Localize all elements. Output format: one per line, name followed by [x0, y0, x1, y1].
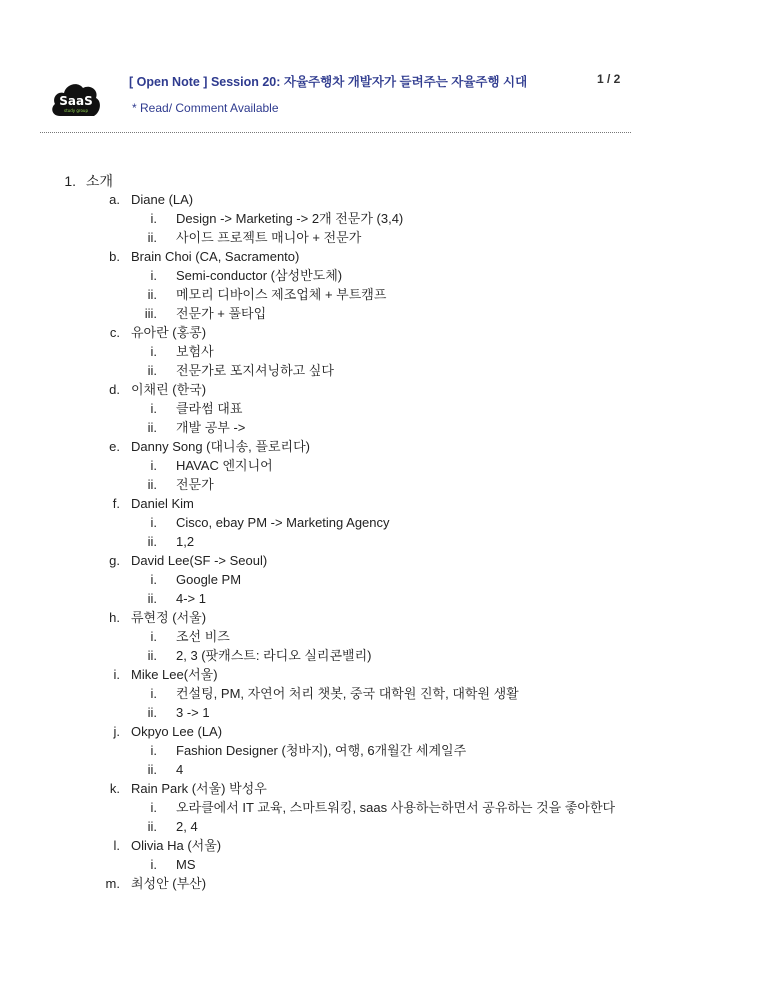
detail-item	[0, 590, 773, 608]
detail-item	[0, 685, 773, 703]
list-text: Google PM	[176, 572, 242, 587]
list-marker: i.	[150, 268, 157, 283]
list-marker: i.	[150, 401, 157, 416]
list-marker: i.	[150, 857, 157, 872]
person-item	[0, 723, 773, 741]
person-item	[0, 381, 773, 399]
list-text: Okpyo Lee (LA)	[131, 724, 223, 739]
list-text: 소개	[86, 173, 114, 189]
list-marker: ii.	[147, 591, 157, 606]
list-text: Daniel Kim	[131, 496, 194, 511]
detail-item	[0, 229, 773, 247]
person-item	[0, 495, 773, 513]
person-item	[0, 837, 773, 855]
detail-item	[0, 210, 773, 228]
detail-item	[0, 305, 773, 323]
logo-tagline: study group	[64, 108, 88, 113]
detail-item	[0, 856, 773, 874]
list-text: Diane (LA)	[131, 192, 194, 207]
access-note: * Read/ Comment Available	[132, 101, 279, 115]
list-text: MS	[176, 857, 196, 872]
detail-item	[0, 419, 773, 437]
list-marker: i.	[150, 800, 157, 815]
detail-item	[0, 476, 773, 494]
list-marker: i.	[113, 667, 120, 682]
list-text: 이채린 (한국)	[131, 382, 207, 397]
list-marker: i.	[150, 572, 157, 587]
list-marker: ii.	[147, 819, 157, 834]
list-marker: 1.	[64, 173, 76, 189]
list-marker: k.	[109, 781, 120, 796]
list-text: 컨설팅, PM, 자연어 처리 챗봇, 중국 대학원 진학, 대학원 생활	[176, 686, 519, 701]
list-marker: e.	[109, 439, 120, 454]
person-item	[0, 780, 773, 798]
document-title: [ Open Note ] Session 20: 자율주행차 개발자가 들려주는 자율주행 시대	[129, 75, 528, 89]
detail-item	[0, 704, 773, 722]
detail-item	[0, 571, 773, 589]
list-text: 최성안 (부산)	[131, 876, 207, 891]
list-marker: b.	[109, 249, 120, 264]
list-text: 클라썸 대표	[176, 401, 243, 416]
detail-item	[0, 457, 773, 475]
list-marker: ii.	[147, 534, 157, 549]
detail-item	[0, 742, 773, 760]
detail-item	[0, 267, 773, 285]
page-number: 1 / 2	[597, 72, 621, 86]
list-text: HAVAC 엔지니어	[176, 458, 273, 473]
list-marker: ii.	[147, 648, 157, 663]
list-marker: iii.	[144, 306, 157, 321]
person-item	[0, 191, 773, 209]
list-marker: i.	[150, 686, 157, 701]
list-marker: h.	[109, 610, 120, 625]
section-heading	[0, 172, 773, 190]
list-text: 메모리 디바이스 제조업체 + 부트캠프	[176, 287, 387, 302]
person-item	[0, 324, 773, 342]
list-marker: i.	[150, 211, 157, 226]
list-marker: l.	[113, 838, 120, 853]
list-text: 보험사	[176, 344, 214, 359]
detail-item	[0, 761, 773, 779]
person-item	[0, 666, 773, 684]
list-text: David Lee(SF -> Seoul)	[131, 553, 268, 568]
list-marker: i.	[150, 629, 157, 644]
list-marker: ii.	[147, 363, 157, 378]
list-text: 개발 공부 ->	[176, 420, 246, 435]
list-text: Mike Lee(서울)	[131, 667, 218, 682]
list-marker: ii.	[147, 420, 157, 435]
list-text: Danny Song (대니송, 플로리다)	[131, 439, 310, 454]
logo-text: SaaS	[59, 94, 93, 108]
person-item	[0, 248, 773, 266]
detail-item	[0, 799, 773, 817]
list-marker: g.	[109, 553, 120, 568]
list-text: 오라클에서 IT 교육, 스마트워킹, saas 사용하는하면서 공유하는 것을 좋아한다	[176, 800, 616, 815]
list-marker: j.	[113, 724, 120, 739]
list-marker: ii.	[147, 230, 157, 245]
list-text: 4	[176, 762, 184, 777]
list-text: Cisco, ebay PM -> Marketing Agency	[176, 515, 390, 530]
list-text: Fashion Designer (청바지), 여행, 6개월간 세계일주	[176, 743, 467, 758]
detail-item	[0, 343, 773, 361]
list-text: 사이드 프로젝트 매니아 + 전문가	[176, 230, 362, 245]
list-text: 류현정 (서울)	[131, 610, 207, 625]
list-marker: f.	[112, 496, 120, 511]
list-marker: ii.	[147, 477, 157, 492]
person-item	[0, 875, 773, 893]
list-text: Rain Park (서울) 박성우	[131, 781, 267, 796]
list-marker: m.	[105, 876, 120, 891]
detail-item	[0, 533, 773, 551]
list-text: 전문가로 포지셔닝하고 싶다	[176, 363, 334, 378]
person-item	[0, 438, 773, 456]
list-marker: i.	[150, 458, 157, 473]
list-text: 2, 3 (팟캐스트: 라디오 실리콘밸리)	[176, 648, 372, 663]
list-text: 유아란 (홍콩)	[131, 325, 207, 340]
list-text: 4-> 1	[176, 591, 206, 606]
list-marker: ii.	[147, 705, 157, 720]
list-text: Design -> Marketing -> 2개 전문가 (3,4)	[176, 211, 404, 226]
list-marker: c.	[109, 325, 120, 340]
list-marker: i.	[150, 743, 157, 758]
list-marker: i.	[150, 344, 157, 359]
list-marker: ii.	[147, 287, 157, 302]
person-item	[0, 552, 773, 570]
detail-item	[0, 362, 773, 380]
person-item	[0, 609, 773, 627]
list-text: 3 -> 1	[176, 705, 210, 720]
list-text: 조선 비즈	[176, 629, 230, 644]
list-text: 전문가	[176, 477, 214, 492]
detail-item	[0, 400, 773, 418]
detail-item	[0, 628, 773, 646]
list-marker: a.	[109, 192, 120, 207]
detail-item	[0, 514, 773, 532]
list-text: 전문가 + 풀타입	[176, 306, 267, 321]
list-text: Semi-conductor (삼성반도체)	[176, 268, 343, 283]
list-text: 1,2	[176, 534, 195, 549]
list-text: 2, 4	[176, 819, 198, 834]
list-text: Brain Choi (CA, Sacramento)	[131, 249, 300, 264]
list-text: Olivia Ha (서울)	[131, 838, 222, 853]
list-marker: ii.	[147, 762, 157, 777]
detail-item	[0, 286, 773, 304]
list-marker: d.	[109, 382, 120, 397]
detail-item	[0, 818, 773, 836]
detail-item	[0, 647, 773, 665]
list-marker: i.	[150, 515, 157, 530]
